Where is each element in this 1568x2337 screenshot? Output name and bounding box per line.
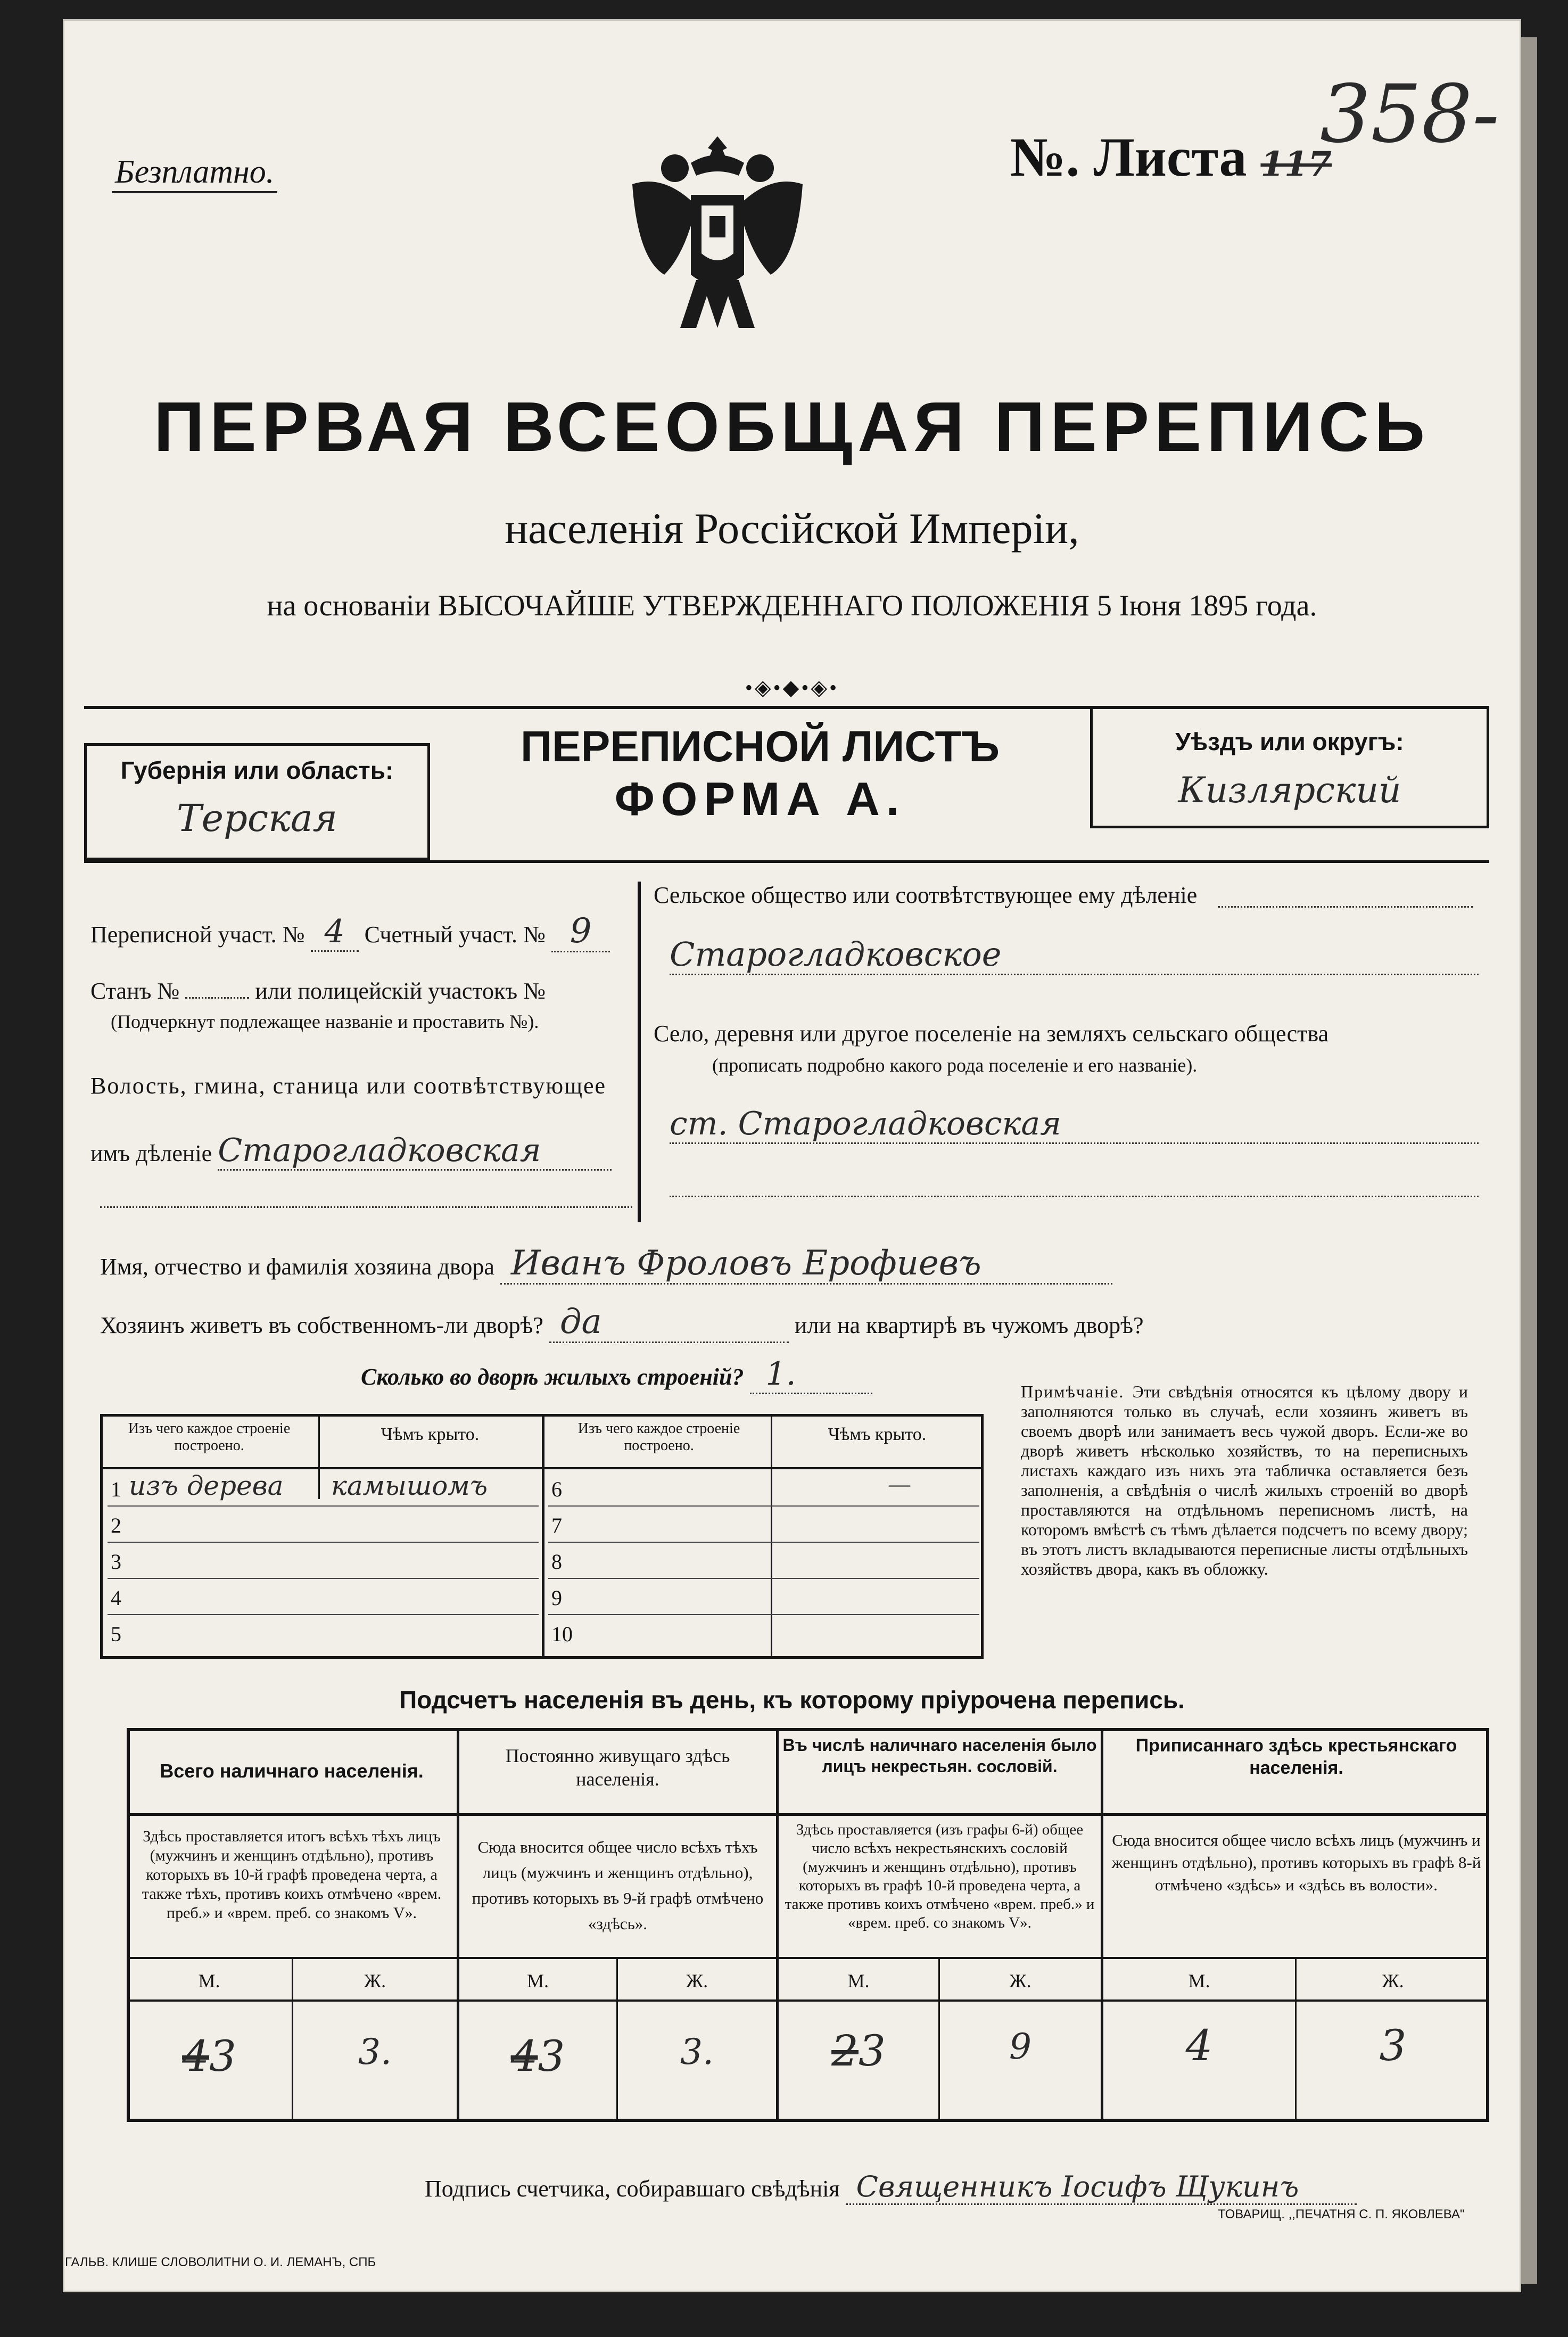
settlement-label: Село, деревня или другое поселеніе на земляхъ сельскаго общества (654, 1021, 1329, 1047)
main-title: ПЕРВАЯ ВСЕОБЩАЯ ПЕРЕПИСЬ (153, 388, 1431, 466)
pop-col-f-value: 3 (1379, 2021, 1407, 2070)
bt-row-number: 4 (111, 1586, 121, 1610)
pop-col-m-struck: 4 (510, 2031, 538, 2081)
pop-col-f-label: Ж. (364, 1970, 386, 1992)
pop-col-m-label: М. (526, 1970, 549, 1992)
bt-row-number: 9 (551, 1586, 562, 1610)
signature-label: Подпись счетчика, собиравшаго свѣдѣнія (425, 2176, 840, 2202)
count-district-label: Счетный участ. № (364, 921, 546, 948)
bt-row (548, 1505, 979, 1543)
pop-col-m-final: 3 (859, 2026, 886, 2076)
own-yard-label: Хозяинъ живетъ въ собственномъ-ли дворѣ? (100, 1312, 543, 1338)
note-text: Эти свѣдѣнія относятся къ цѣлому двору и заполняются только въ случаѣ, если хозяинъ живетъ въ своемъ дворѣ или занимаетъ весь чужой дворъ. Если-же во дворѣ живетъ нѣсколько хозяйствъ, то на переписныхъ листахъ каждаго изъ нихъ эта табличка оставляется безъ заполненія, а свѣдѣнія о числѣ жилыхъ строеній во дворѣ проставляются на отдѣльномъ переписномъ листѣ, на которомъ вмѣстѣ съ тѣмъ дѣлается подсчетъ по всему двору; въ этотъ листъ вкладываются переписные листы отдѣльныхъ хозяйствъ двора, какъ въ обложку. (1021, 1382, 1468, 1578)
bt-row (548, 1469, 979, 1507)
bt-col-roof-right: Чѣмъ крыто. (828, 1425, 927, 1444)
free-label: Безплатно. (112, 153, 277, 193)
census-sheet (63, 19, 1521, 2292)
bt-row-number: 5 (111, 1622, 121, 1646)
sheet-number-label: №. Листа (1010, 127, 1247, 188)
pop-col-f-label: Ж. (1009, 1970, 1031, 1992)
pop-col-header: Всего наличнаго населенія. (160, 1760, 424, 1782)
bt-row-number: 1 (111, 1477, 121, 1501)
bt-row-material: изъ дерева (129, 1470, 284, 1501)
sheet-number (1010, 126, 1332, 189)
owner-name-line (100, 1244, 1112, 1285)
uezd-value: Кизлярский (1178, 770, 1401, 811)
bt-row (108, 1578, 539, 1615)
bt-row (108, 1505, 539, 1543)
engraver-note: ГАЛЬВ. КЛИШЕ СЛОВОЛИТНИ О. И. ЛЕМАНЪ, СПБ (65, 2255, 376, 2269)
gubernia-label: Губернія или область: (120, 756, 394, 784)
bt-row-number: 3 (111, 1550, 121, 1574)
pop-col-m-value (459, 2031, 616, 2081)
population-title: Подсчетъ населенія въ день, къ которому пріурочена перепись. (399, 1686, 1185, 1714)
signature-line (425, 2170, 1357, 2205)
bt-row (548, 1578, 979, 1615)
underline-note: (Подчеркнут подлежащее названіе и проставить №). (111, 1011, 539, 1032)
own-yard-value: да (549, 1302, 789, 1343)
census-district (90, 911, 610, 952)
pop-col-m-value (127, 2031, 292, 2081)
bt-row (548, 1614, 979, 1650)
division-value: Старогладковская (218, 1132, 612, 1171)
pop-col-m-final: 3 (209, 2031, 236, 2081)
pop-col-f-label: Ж. (686, 1970, 708, 1992)
signature-value: Священникъ Іосифъ Щукинъ (846, 2170, 1357, 2205)
form-title (435, 722, 1085, 826)
rural-society-label: Сельское общество или соотвѣтствующее ему дѣленіе (654, 882, 1198, 908)
sheet-number-struck: 117 (1260, 144, 1332, 184)
pop-col-desc: Здѣсь проставляется итогъ всѣхъ тѣхъ лицъ (мужчинъ и женщинъ отдѣльно), противъ которыхъ въ 10-й графѣ проведена черта, а также тѣхъ, противъ коихъ отмѣчено «врем. преб.» и «врем. преб. со знакомъ V». (142, 1828, 442, 1922)
note-title: Примѣчаніе. (1021, 1382, 1125, 1401)
pop-col-m-final: 3 (538, 2031, 565, 2081)
pop-col-desc: Здѣсь проставляется (изъ графы 6-й) общее число всѣхъ некрестьянскихъ сословій (мужчинъ и женщинъ отдѣльно), противъ которыхъ въ графѣ 10-й проведена черта, а также противъ коихъ отмѣчено «врем. преб.» и «врем. преб. со знакомъ V». (785, 1821, 1095, 1931)
bt-col-roof-left: Чѣмъ крыто. (381, 1425, 480, 1444)
settlement-note: (прописать подробно какого рода поселеніе и его названіе). (712, 1055, 1198, 1076)
pop-col-desc: Сюда вносится общее число всѣхъ тѣхъ лицъ (мужчинъ и женщинъ отдѣльно), противъ которыхъ въ 9-й графѣ отмѣчено «здѣсь». (472, 1838, 764, 1933)
field-divider (638, 882, 641, 1222)
ornament-divider: •◈•◆•◈• (745, 676, 839, 700)
pop-col-f-value: 9 (1009, 2026, 1031, 2067)
pop-col-m-value (1103, 2021, 1295, 2070)
division-label: имъ дѣленіе (90, 1140, 212, 1166)
pop-col-header: Въ числѣ наличнаго населенія было лицъ некрестьян. сословій. (782, 1735, 1097, 1776)
pop-col-f-label: Ж. (1382, 1970, 1404, 1992)
bt-row-number: 2 (111, 1513, 121, 1537)
pop-col-m-final: 4 (1185, 2021, 1213, 2070)
owner-name-value: Иванъ Фроловъ Ерофиевъ (500, 1244, 1112, 1285)
pop-col-m-struck: 4 (182, 2031, 209, 2081)
bt-row (108, 1542, 539, 1579)
pop-col-desc: Сюда вносится общее число всѣхъ лицъ (мужчинъ и женщинъ отдѣльно), противъ которыхъ въ графѣ 8-й отмѣчено «здѣсь» и «здѣсь въ волости». (1111, 1831, 1481, 1894)
owner-name-label: Имя, отчество и фамилія хозяина двора (100, 1254, 494, 1280)
stan-line (90, 977, 546, 1005)
census-district-label: Переписной участ. № (90, 921, 305, 948)
police-label: или полицейскій участокъ № (255, 978, 546, 1004)
bt-row-number: 8 (551, 1550, 562, 1574)
pop-col-header: Постоянно живущаго здѣсь населенія. (505, 1745, 730, 1790)
bt-row-number: 10 (551, 1622, 573, 1646)
own-yard-line (100, 1302, 1144, 1343)
form-title-line1: ПЕРЕПИСНОЙ ЛИСТЪ (521, 722, 1000, 771)
buildings-count-label: Сколько во дворѣ жилыхъ строеній? (361, 1364, 744, 1390)
bt-row-roof: камышомъ (331, 1470, 488, 1501)
bt-row-number: 6 (551, 1477, 562, 1501)
double-headed-eagle-icon (611, 126, 824, 349)
buildings-count-value: 1. (750, 1355, 872, 1394)
basis-line: на основаніи ВЫСОЧАЙШЕ УТВЕРЖДЕННАГО ПОЛОЖЕНІЯ 5 Іюня 1895 года. (267, 589, 1317, 622)
uezd-label: Уѣздъ или округъ: (1175, 728, 1404, 755)
rural-society-value: Старогладковское (670, 935, 1479, 975)
form-title-line2: ФОРМА А. (614, 772, 906, 825)
bt-row (108, 1614, 539, 1650)
archive-number: 358- (1320, 68, 1499, 161)
printer-note: ТОВАРИЩ. ,,ПЕЧАТНЯ С. П. ЯКОВЛЕВА" (1218, 2207, 1465, 2221)
pop-col-f-value: 3. (680, 2031, 714, 2072)
volost-label: Волость, гмина, станица или соотвѣтствующее (90, 1073, 607, 1099)
census-district-value: 4 (311, 913, 359, 952)
sub-title: населенія Россійской Имперіи, (505, 504, 1079, 553)
bt-row-roof: — (889, 1472, 910, 1496)
count-district-value: 9 (551, 911, 610, 952)
stan-label: Станъ № (90, 978, 180, 1004)
bt-row (548, 1542, 979, 1579)
pop-col-f-value: 3. (358, 2031, 392, 2072)
sheet-edge (1521, 37, 1537, 2284)
pop-col-m-struck: 2 (831, 2026, 859, 2076)
buildings-count-line (361, 1355, 872, 1394)
division-line (90, 1132, 612, 1171)
bt-row-number: 7 (551, 1513, 562, 1537)
bt-col-material-right: Изъ чего каждое строеніе построено. (577, 1420, 740, 1454)
pop-col-m-label: М. (198, 1970, 220, 1992)
bt-row (108, 1469, 539, 1507)
gubernia-value: Терская (176, 796, 337, 840)
pop-col-m-value (779, 2026, 938, 2076)
pop-col-m-label: М. (847, 1970, 870, 1992)
settlement-value: ст. Старогладковская (670, 1105, 1479, 1144)
other-yard-label: или на квартирѣ въ чужомъ дворѣ? (794, 1312, 1144, 1338)
pop-col-header: Приписаннаго здѣсь крестьянскаго населенія. (1135, 1735, 1457, 1778)
note-block (1021, 1382, 1468, 1579)
pop-col-m-label: М. (1188, 1970, 1210, 1992)
bt-col-material-left: Изъ чего каждое строеніе построено. (128, 1420, 291, 1454)
